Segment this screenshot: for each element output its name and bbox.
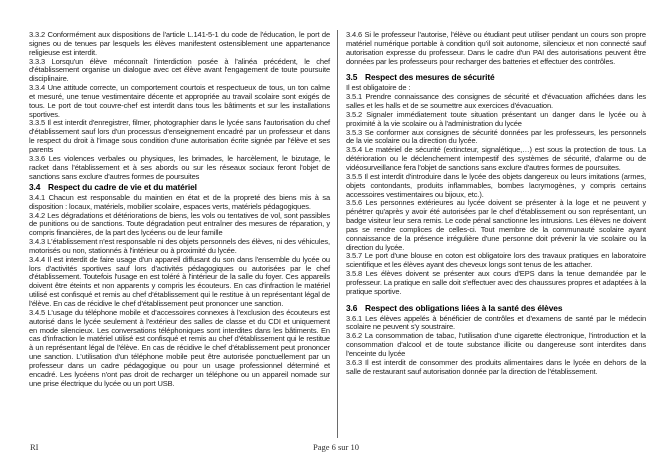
para-3-3-4: 3.3.4 Une attitude correcte, un comportement courtois et respectueux de tous, un ton calme et mesuré, une tenue vestimentaire décente et appropriée au travail scolaire sont exigés de tous. Le port de tout couvre-chef est interdit dans tous les bâtiments et sur les installations sportives. — [29, 83, 330, 119]
para-3-5-6: 3.5.6 Les personnes extérieures au lycée doivent se présenter à la loge et ne peuvent y pénétrer qu'après y avoir été autorisées par le chef d'établissement ou son représentant, un badge visiteur leur sera remis. Le code pénal sanctionne les intrusions. Les élèves ne doivent pas se rendre complices de celles-ci. Tout membre de la communauté scolaire ayant connaissance de la présence irrégulière d'une personne doit prévenir la vie scolaire ou la direction du lycée. — [346, 198, 646, 252]
para-3-3-6: 3.3.6 Les violences verbales ou physiques, les brimades, le harcèlement, le bizutage, le racket dans l'établissement et à ses abords ou sur les réseaux sociaux feront l'objet de sanctions sans exclure d'autres formes de poursuites — [29, 153, 330, 181]
left-column — [29, 31, 330, 388]
para-3-3-5: 3.3.5 Il est interdit d'enregistrer, filmer, photographier dans le lycée sans l'autorisation du chef d'établissement sauf lors d'un processus d'enseignement encadré par un professeur et dans le respect du droit à l'image sous condition d'une autorisation écrite signée par l'élève et ses parents — [29, 118, 330, 154]
para-3-5-1: 3.5.1 Prendre connaissance des consignes de sécurité et d'évacuation affichées dans les salles et les halls et de se soumettre aux exercices d'évacuation. — [346, 92, 646, 111]
footer-page-number: Page 6 sur 10 — [312, 442, 360, 452]
para-3-5-2: 3.5.2 Signaler immédiatement toute situation présentant un danger dans le lycée ou à proximité à la vie scolaire ou à l'administration du lycée — [346, 109, 646, 128]
para-3-4-2: 3.4.2 Les dégradations et détériorations de biens, les vols ou tentatives de vol, sont passibles de punitions ou de sanctions. Toute dégradation peut entraîner des mesures de réparation, y compris financières, de la part des lycéens ou de leur famille — [29, 210, 330, 238]
para-3-4-6: 3.4.6 Si le professeur l'autorise, l'élève ou étudiant peut utiliser pendant un cours son propre matériel numérique portable à condition qu'il soit autonome, silencieux et non connecté sauf autorisation expresse du professeur. Dans le cadre d'un PAI des autorisations peuvent être données par les professeurs pour recharger des batteries et effectuer des contrôles. — [346, 30, 646, 66]
para-3-5-8: 3.5.8 Les élèves doivent se présenter aux cours d'EPS dans la tenue demandée par le professeur. La pratique en salle doit s'effectuer avec des chaussures propres et adaptées à la pratique sportive. — [346, 269, 646, 296]
section-heading-3-5-title: Respect des mesures de sécurité — [365, 72, 495, 83]
para-3-4-5: 3.4.5 L'usage du téléphone mobile et d'accessoires connexes à l'exclusion des écouteurs est autorisé dans le lycée seulement à l'extérieur des salles de classe et du CDI et uniquement en mode silencieux. Les conversations téléphoniques sont interdites dans les bâtiments. En cas d'infraction le matériel utilisé est confisqué et remis au chef d'établissement qui le restitue à un représentant légal de l'élève. En cas de récidive le chef d'établissement peut prononcer une sanction. L'utilisation d'un téléphone mobile peut être autorisée ponctuellement par un professeur dans un cadre pédagogique ou pour un usage professionnel déterminé et encadré. Les lycéens n'ont pas droit de recharger un téléphone ou un appareil nomade sur une prise électrique du lycée ou un port USB. — [29, 307, 330, 388]
para-3-3-2: 3.3.2 Conformément aux dispositions de l'article L.141-5-1 du code de l'éducation, le port de signes ou de tenues par lesquels les élèves manifestent ostensiblement une appartenance religieuse est interdit. — [29, 30, 330, 57]
para-3-5-intro: Il est obligatoire de : — [346, 83, 411, 93]
section-heading-3-6 — [346, 303, 646, 314]
section-heading-3-6-number: 3.6 — [346, 302, 358, 313]
section-heading-3-6-title: Respect des obligations liées à la santé des élèves — [365, 302, 563, 313]
section-heading-3-4-title: Respect du cadre de vie et du matériel — [48, 182, 197, 193]
para-3-5-5: 3.5.5 Il est interdit d'introduire dans le lycée des objets dangereux ou leurs imitations (armes, objets contondants, produits inflammables, bombes lacrymogènes, y compris certains accessoires vestimentaires ou bijoux, etc.). — [346, 171, 646, 199]
para-3-3-3: 3.3.3 Lorsqu'un élève méconnaît l'interdiction posée à l'alinéa précédent, le chef d'établissement organise un dialogue avec cet élève avant l'engagement de toute poursuite disciplinaire. — [29, 56, 330, 84]
section-heading-3-4 — [29, 182, 330, 193]
section-heading-3-5-number: 3.5 — [346, 72, 358, 83]
para-3-4-4: 3.4.4 Il est interdit de faire usage d'un appareil diffusant du son dans l'ensemble du lycée ou lors d'activités sportives sauf lors d'activités pédagogiques ou autorisées par le chef d'établissement. Toutefois l'usage en est toléré à l'intérieur de la salle du foyer. Ces appareils doivent être éteints et non apparents y compris les écouteurs. En cas d'infraction le matériel utilisé est confisqué et remis au chef d'établissement qui le restitue à un représentant légal de l'élève. En cas de récidive le chef d'établissement peut prononcer une sanction. — [29, 254, 330, 308]
para-3-6-3: 3.6.3 Il est interdit de consommer des produits alimentaires dans le lycée en dehors de la salle de restaurant sauf autorisation donnée par la direction de l'établissement. — [346, 357, 646, 376]
para-3-5-3: 3.5.3 Se conformer aux consignes de sécurité données par les professeurs, les personnels de la vie scolaire ou la direction du lycée. — [346, 127, 646, 146]
column-divider-line — [337, 30, 338, 438]
para-3-5-4: 3.5.4 Le matériel de sécurité (extincteur, signalétique,…) est sous la protection de tous. La détérioration ou le déclenchement intempestif des systèmes de sécurité, d'alarme ou de vidéosurveillance fera l'objet de sanctions sans exclure d'autres formes de poursuites. — [346, 145, 646, 172]
section-heading-3-5 — [346, 72, 646, 83]
para-3-6-1: 3.6.1 Les élèves appelés à bénéficier de contrôles et d'examens de santé par le médecin scolaire ne peuvent s'y soustraire. — [346, 313, 646, 332]
para-3-4-1: 3.4.1 Chacun est responsable du maintien en état et de la propreté des biens mis à sa disposition : locaux, matériels, mobilier scolaire, espaces verts, matériels pédagogiques. — [29, 192, 330, 211]
para-3-6-2: 3.6.2 La consommation de tabac, l'utilisation d'une cigarette électronique, l'introduction et la consommation d'alcool et de toute substance illicite ou dangereuse sont interdites dans l'enceinte du lycée — [346, 331, 646, 358]
page-footer — [0, 442, 672, 456]
section-heading-3-4-number: 3.4 — [29, 182, 41, 193]
para-3-5-7: 3.5.7 Le port d'une blouse en coton est obligatoire lors des travaux pratiques en laboratoire scientifique et les élèves ayant des cheveux longs sont tenus de les attacher. — [346, 251, 646, 270]
footer-doc-ref: RI — [30, 442, 39, 452]
right-column — [346, 31, 646, 377]
para-3-4-3: 3.4.3 L'établissement n'est responsable ni des objets personnels des élèves, ni des véhicules, motorisés ou non, stationnés à l'intérieur ou à proximité du lycée. — [29, 237, 330, 255]
